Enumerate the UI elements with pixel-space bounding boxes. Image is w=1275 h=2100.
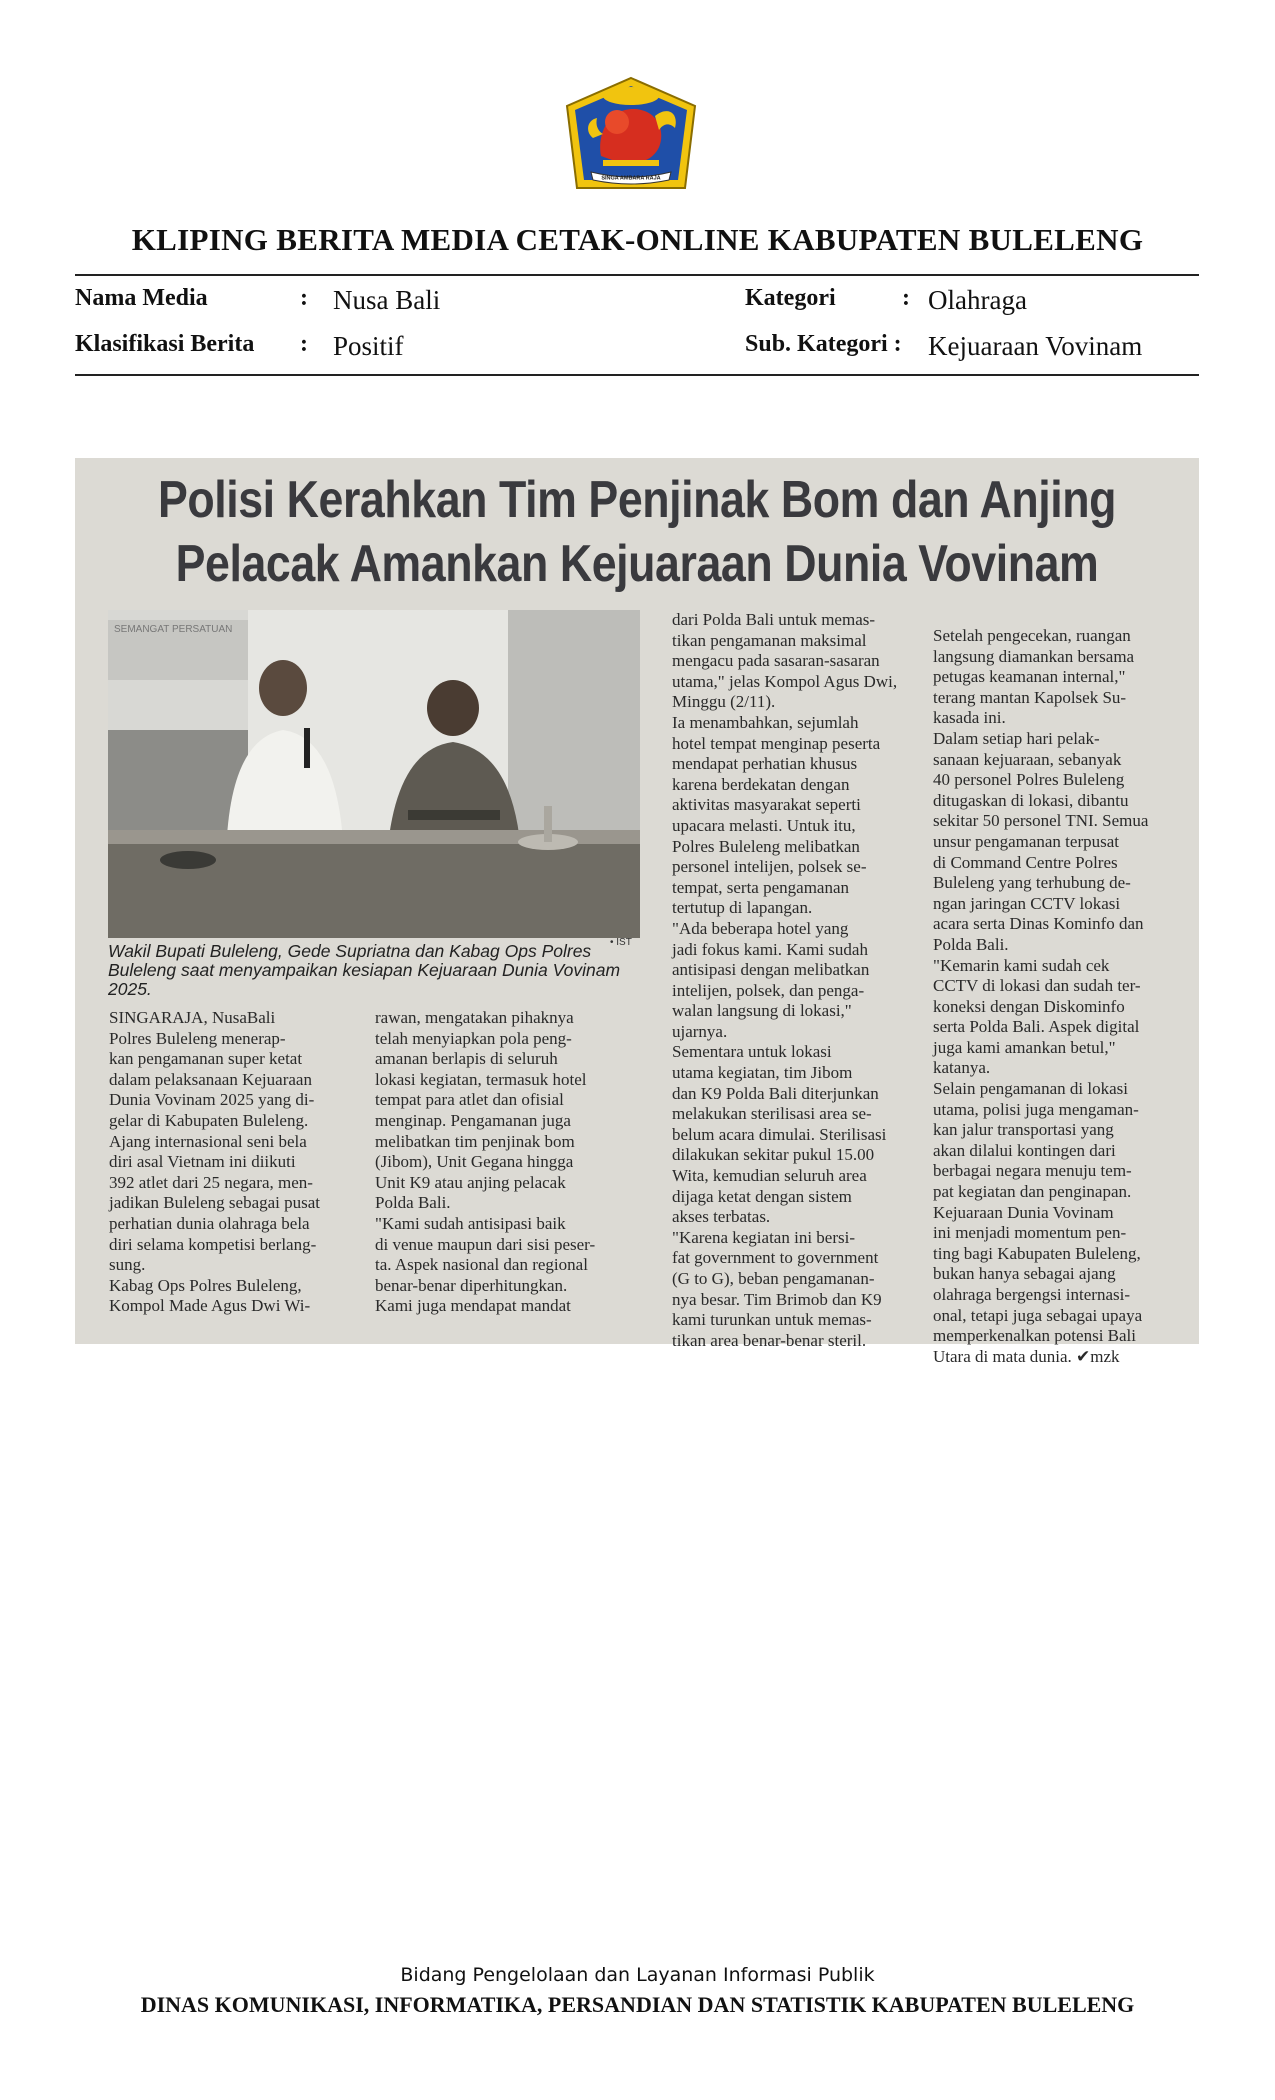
news-photo xyxy=(108,610,640,938)
kategori-colon: : xyxy=(902,285,910,311)
logo-motto: SINGA AMBARA RAJA xyxy=(601,175,661,182)
klasifikasi-colon: : xyxy=(300,331,308,357)
kategori-label: Kategori xyxy=(745,285,836,311)
footer-division: Bidang Pengelolaan dan Layanan Informasi Publik xyxy=(400,1964,875,1986)
nama-media-label: Nama Media xyxy=(75,285,208,311)
subkategori-label: Sub. Kategori : xyxy=(745,331,902,357)
headline-line-2: Pelacak Amankan Kejuaraan Dunia Vovinam xyxy=(175,535,1099,593)
nama-media-value: Nusa Bali xyxy=(333,285,441,315)
article-column-2: rawan, mengatakan pihaknya telah menyiapkan pola peng- amanan berlapis di seluruh lokasi kegiatan, termasuk hotel tempat para atlet dan ofisial menginap. Pengamanan juga melibatkan tim penjinak bom (Jibom), Unit Gegana hingga Unit K9 atau anjing pelacak Polda Bali. "Kami sudah antisipasi baik di venue maupun dari sisi peser- ta. Aspek nasional dan regional benar-benar diperhitungkan. Kami juga mendapat mandat xyxy=(375,1008,596,1316)
photo-caption: Wakil Bupati Buleleng, Gede Supriatna dan Kabag Ops Polres Buleleng saat menyampaikan kesiapan Kejuaraan Dunia Vovinam 2025. xyxy=(108,941,621,999)
article-column-1: SINGARAJA, NusaBali Polres Buleleng menerap- kan pengamanan super ketat dalam pelaksanaan Kejuaraan Dunia Vovinam 2025 yang di- gelar di Kabupaten Buleleng. Ajang internasional seni bela diri asal Vietnam ini diikuti 392 atlet dari 25 negara, men- jadikan Buleleng sebagai pusat perhatian dunia olahraga bela diri selama kompetisi berlang- sung. Kabag Ops Polres Buleleng, Kompol Made Agus Dwi Wi- xyxy=(109,1008,321,1316)
header-divider-bottom xyxy=(75,374,1199,376)
photo-banner-text: SEMANGAT PERSATUAN xyxy=(114,624,233,635)
article-column-4: Setelah pengecekan, ruangan langsung diamankan bersama petugas keamanan internal," terang mantan Kapolsek Su- kasada ini. Dalam setiap hari pelak- sanaan kejuaraan, sebanyak 40 personel Polres Buleleng ditugaskan di lokasi, dibantu sekitar 50 personel TNI. Semua unsur pengamanan terpusat di Command Centre Polres Buleleng yang terhubung de- ngan jaringan CCTV lokasi acara serta Dinas Kominfo dan Polda Bali. "Kemarin kami sudah cek CCTV di lokasi dan sudah ter- koneksi dengan Diskominfo serta Polda Bali. Aspek digital juga kami amankan betul," katanya. Selain pengamanan di lokasi utama, polisi juga mengaman- kan jalur transportasi yang akan dilalui kontingen dari berbagai negara menuju tem- pat kegiatan dan penginapan. Kejuaraan Dunia Vovinam ini menjadi momentum pen- ting bagi Kabupaten Buleleng, bukan hanya sebagai ajang olahraga bergengsi internasi- onal, tetapi juga sebagai upaya memperkenalkan potensi Bali Utara di mata dunia. ✔mzk xyxy=(933,626,1149,1366)
headline-line-1: Polisi Kerahkan Tim Penjinak Bom dan Anjing xyxy=(157,471,1117,529)
header-divider-top xyxy=(75,274,1199,276)
nama-media-colon: : xyxy=(300,285,308,311)
photo-credit: • IST xyxy=(610,937,632,948)
bali-lion-crest-icon xyxy=(563,76,699,198)
page-title: KLIPING BERITA MEDIA CETAK-ONLINE KABUPATEN BULELENG xyxy=(131,222,1144,257)
klasifikasi-value: Positif xyxy=(333,331,404,361)
klasifikasi-label: Klasifikasi Berita xyxy=(75,331,255,357)
kategori-value: Olahraga xyxy=(928,285,1027,315)
news-clipping xyxy=(75,458,1199,1366)
press-conference-photo xyxy=(108,610,640,938)
article-column-3: dari Polda Bali untuk memas- tikan pengamanan maksimal mengacu pada sasaran-sasaran utama," jelas Kompol Agus Dwi, Minggu (2/11). Ia menambahkan, sejumlah hotel tempat menginap peserta mendapat perhatian khusus karena berdekatan dengan aktivitas masyarakat seperti upacara melasti. Untuk itu, Polres Buleleng melibatkan personel intelijen, polsek se- tempat, serta pengamanan tertutup di lapangan. "Ada beberapa hotel yang jadi fokus kami. Kami sudah antisipasi dengan melibatkan intelijen, polsek, dan penga- walan langsung di lokasi," ujarnya. Sementara untuk lokasi utama kegiatan, tim Jibom dan K9 Polda Bali diterjunkan melakukan sterilisasi area se- belum acara dimulai. Sterilisasi dilakukan sekitar pukul 15.00 Wita, kemudian seluruh area dijaga ketat dengan sistem akses terbatas. "Karena kegiatan ini bersi- fat government to government (G to G), beban pengamanan- nya besar. Tim Brimob dan K9 kami turunkan untuk memas- tikan area benar-benar steril. xyxy=(672,610,898,1350)
subkategori-value: Kejuaraan Vovinam xyxy=(928,331,1143,361)
footer-agency: DINAS KOMUNIKASI, INFORMATIKA, PERSANDIAN DAN STATISTIK KABUPATEN BULELENG xyxy=(140,1992,1135,2017)
